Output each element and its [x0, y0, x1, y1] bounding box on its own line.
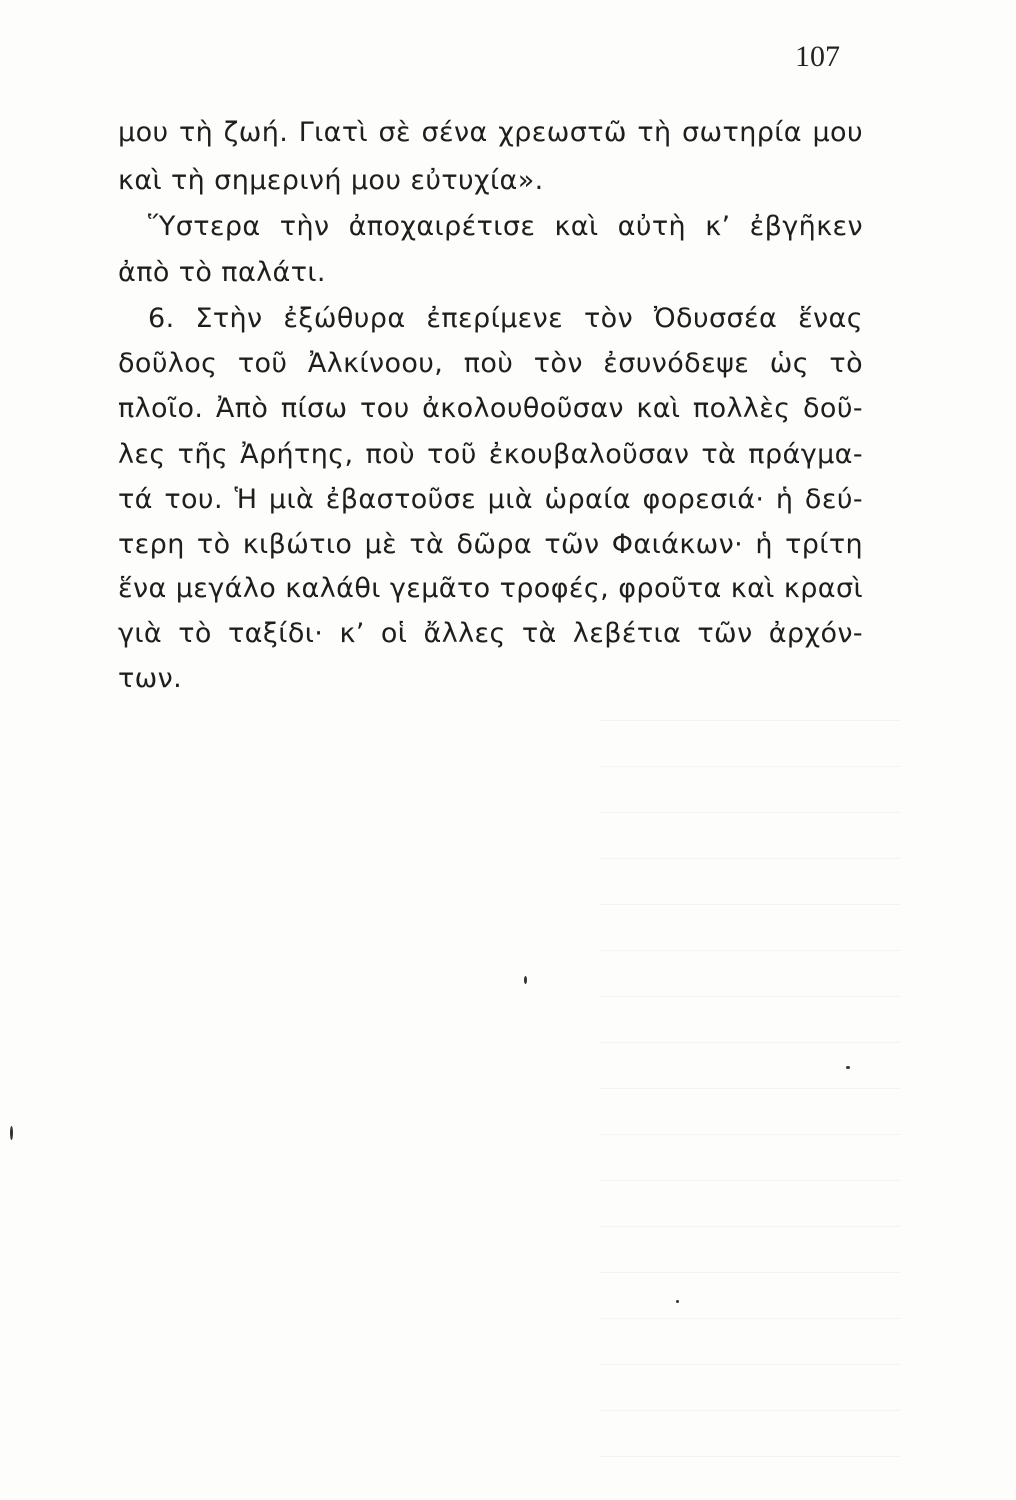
text-line: ἕνα μεγάλο καλάθι γεμᾶτο τροφές, φροῦτα καὶ κρασὶ: [118, 573, 863, 604]
text-line: τερη τὸ κιβώτιο μὲ τὰ δῶρα τῶν Φαιάκων· ἡ τρίτη: [118, 529, 863, 560]
scan-speck: [676, 1300, 679, 1303]
scan-speck: [10, 1126, 13, 1140]
show-through-text: [600, 690, 900, 1490]
text-line: δοῦλος τοῦ Ἀλκίνοου, ποὺ τὸν ἐσυνόδεψε ὡς τὸ: [118, 348, 863, 379]
text-line: μου τὴ ζωή. Γιατὶ σὲ σένα χρεωστῶ τὴ σωτηρία μου: [118, 117, 863, 148]
scan-speck: [846, 1066, 850, 1069]
text-line: ἀπὸ τὸ παλάτι.: [118, 257, 326, 288]
text-line: των.: [118, 663, 183, 694]
text-line: τά του. Ἡ μιὰ ἐβαστοῦσε μιὰ ὡραία φορεσιά· ἡ δεύ-: [118, 484, 863, 515]
scan-speck: [524, 976, 527, 984]
text-line: λες τῆς Ἀρήτης, ποὺ τοῦ ἐκουβαλοῦσαν τὰ πράγμα-: [118, 439, 863, 470]
text-line: καὶ τὴ σημερινή μου εὐτυχία».: [118, 165, 544, 196]
text-line: 6. Στὴν ἐξώθυρα ἐπερίμενε τὸν Ὀδυσσέα ἕνας: [148, 303, 863, 334]
text-line: πλοῖο. Ἀπὸ πίσω του ἀκολουθοῦσαν καὶ πολλὲς δοῦ-: [118, 393, 863, 424]
page-number: 107: [795, 40, 840, 73]
text-line: γιὰ τὸ ταξίδι· κ’ οἱ ἄλλες τὰ λεβέτια τῶν ἀρχόν-: [118, 618, 863, 649]
text-line: Ὕστερα τὴν ἀποχαιρέτισε καὶ αὐτὴ κ’ ἐβγῆκεν: [148, 211, 863, 242]
